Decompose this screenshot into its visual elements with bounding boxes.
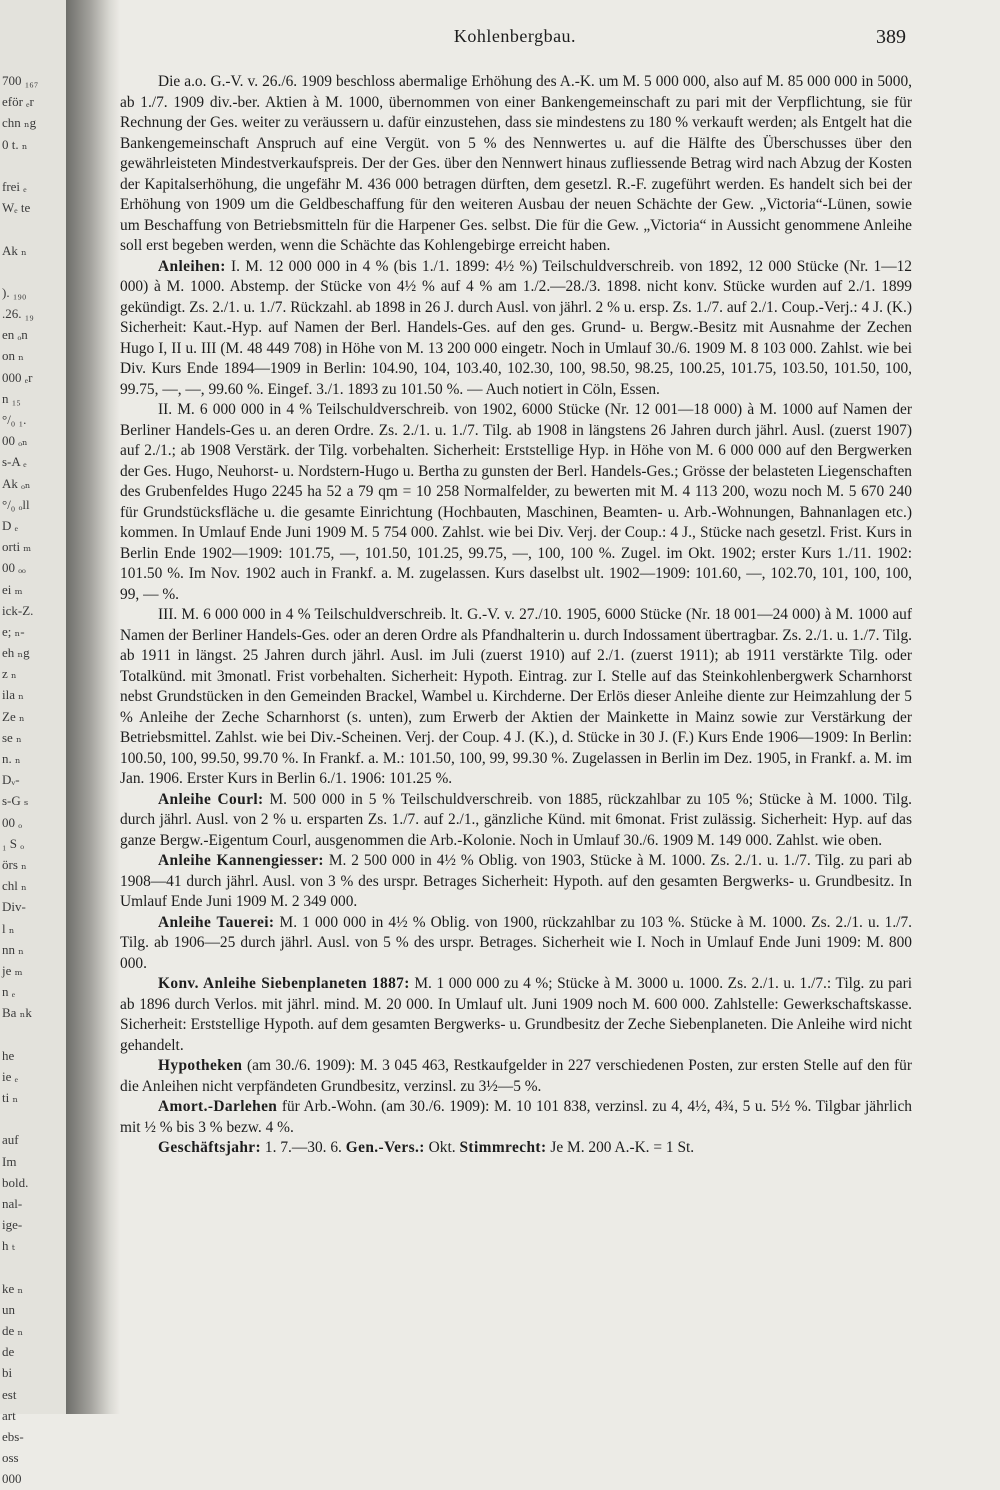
previous-page-fragment: art bbox=[2, 1407, 16, 1423]
paragraph bbox=[120, 257, 912, 401]
paragraph-text: II. M. 6 000 000 in 4 % Teilschuldverschreib. von 1902, 6000 Stücke (Nr. 12 001—18 000) à M. 1000 auf Namen der Berliner Handels-Ges u. an deren Ordre. Zs. 2./1. u. 1./7. Tilg. ab 1908 in längstens 26 Jahren durch jährl. Ausl. (zuerst 1907) auf 2./1.; ab 1908 Verstärk. der Tilg. vorbehalten. Sicherheit: Erststellige Hyp. in Höhe von M. 6 000 000 auf den Bergwerken der Ges. Hugo, Neuhorst- u. Nordstern-Hugo u. Bertha zu gunsten der Berl. Handels-Ges.; Grösse der belasteten Liegenschaften des Grubenfeldes Hugo 2245 ha 52 a 79 qm = 10 258 Normalfelder, zu bewerten mit M. 4 113 200, wozu noch M. 5 670 240 für Grundstücksfläche u. die gesamte Einrichtung (Hochbauten, Maschinen, Beamten- u. Arb.-Wohnungen, Bahnanlagen etc.) kommen. In Umlauf Ende Juni 1909 M. 5 754 000. Zahlst. wie bei Div. Verj. der Coup.: 4 J., Stücke nach gesetzl. Frist. Kurs in Berlin Ende 1902—1909: 101.75, —, 101.50, 101.25, 99.75, —, 100, 100 %. Zugel. im Okt. 1902; erster Kurs 1./11. 1902: 101.50 %. Im Nov. 1902 auch in Frankf. a. M. zugelassen. Kurs daselbst ult. 1902—1909: 101.60, —, 102.70, 101, 100, 100, 99, — %. bbox=[120, 401, 912, 603]
previous-page-fragment: ie ₑ bbox=[2, 1068, 18, 1084]
page-number: 389 bbox=[876, 26, 906, 48]
section-label: Amort.-Darlehen bbox=[158, 1098, 278, 1115]
previous-page-fragment: ti ₙ bbox=[2, 1090, 19, 1105]
previous-page-fragment: je ₘ bbox=[2, 962, 23, 978]
previous-page-fragment: de ₙ bbox=[2, 1323, 24, 1339]
previous-page-fragment: he bbox=[2, 1047, 15, 1063]
previous-page-top-margin bbox=[0, 0, 66, 70]
previous-page-fragment: ke ₙ bbox=[2, 1280, 24, 1296]
page-header bbox=[120, 26, 910, 56]
previous-page-fragment: s-A ₑ bbox=[2, 454, 27, 470]
footer-label-vote: Stimmrecht: bbox=[459, 1139, 547, 1156]
previous-page-fragment bbox=[0, 155, 66, 176]
previous-page-fragment: Im bbox=[2, 1153, 17, 1169]
previous-page-fragment: orti ₘ bbox=[2, 539, 32, 555]
previous-page-fragment: 700 ₁₆₇ bbox=[2, 73, 39, 88]
previous-page-fragment: n ₑ bbox=[2, 984, 16, 1000]
running-title: Kohlenbergbau. bbox=[453, 26, 577, 46]
previous-page-fragment bbox=[0, 1023, 66, 1044]
paragraph bbox=[120, 400, 912, 605]
previous-page-fragment: nn ₙ bbox=[2, 941, 24, 957]
paragraph bbox=[120, 913, 912, 975]
paragraph-text: für Arb.-Wohn. (am 30./6. 1909): M. 10 101 838, verzinsl. zu 4, 4½, 4¾, 5 u. 5½ %. Tilgbar jährlich mit ½ % bis 3 % bezw. 4 %. bbox=[120, 1098, 912, 1136]
previous-page-fragment: ige- bbox=[2, 1217, 23, 1233]
previous-page-fragment: Div- bbox=[2, 899, 26, 915]
previous-page-fragment: .26. ₁₉ bbox=[2, 306, 34, 322]
previous-page-fragment: Ze ₙ bbox=[2, 708, 25, 724]
previous-page-fragment: eh ₙg bbox=[2, 645, 30, 661]
page-gutter-shadow bbox=[66, 0, 120, 1414]
previous-page-fragment: 000 bbox=[2, 1471, 22, 1487]
previous-page-fragment: 00 ₒ bbox=[2, 814, 22, 830]
previous-page-fragment: örs ₙ bbox=[2, 856, 27, 872]
footer-label-year: Geschäftsjahr: bbox=[158, 1139, 262, 1156]
previous-page-fragment: bold. bbox=[2, 1174, 29, 1190]
previous-page-fragment: s-G ₛ bbox=[2, 793, 29, 809]
previous-page-fragment: ). ₁₉₀ bbox=[2, 284, 27, 300]
paragraph-text: III. M. 6 000 000 in 4 % Teilschuldverschreib. lt. G.-V. v. 27./10. 1905, 6000 Stücke (Nr. 18 001—24 000) à M. 1000 auf Namen der Berliner Handels-Ges. oder an deren Ordre als Pfandhalterin u. durch Indossament übertragbar. Zs. 2./1. u. 1./7. Tilg. ab 1911 in längst. 25 Jahren durch jährl. Ausl. im Juli (zuerst 1910) auf 2./1. (zuerst 1911); ab 1911 verstärkte Tilg. oder Totalkünd. mit 3monatl. Frist vorbehalten. Sicherheit: Hypoth. Eintrag. zur I. Stelle auf das Steinkohlenbergwerk Scharnhorst nebst Grundstücken in den Gemeinden Brackel, Wambel u. Kirchderne. Der Erlös dieser Anleihe diente zur Heimzahlung der 5 % Anleihe der Zeche Scharnhorst (s. unten), zum Erwerb der Aktien der Mainkette in Mainz sowie zur Verstärkung der Betriebsmittel. Zahlst. wie bei Div.-Scheinen. Verj. der Coup. 4 J. (K.), d. Stücke in 30 J. (F.) Kurs Ende 1906—1909: In Berlin: 100.50, 100, 99.50, 99.70 %. In Frankf. a. M.: 101.50, 100, 99, 99.30 %. Zugelassen in Berlin im Dez. 1905, in Frankf. a. M. im Jan. 1906. Erster Kurs in Berlin 6./1. 1906: 101.25 %. bbox=[120, 606, 912, 787]
paragraph-text: M. 1 000 000 zu 4 %; Stücke à M. 3000 u. 1000. Zs. 2./1. u. 1./7.: Tilg. zu pari ab 1896 durch Verlos. mit jährl. mind. M. 20 000. In Umlauf ult. Juni 1909 noch M. 600 000. Zahlstelle: Gewerkschaftskasse. Sicherheit: Erststellige Hypoth. auf dem gesamten Bergwerks- u. Grundbesitz der Zeche Siebenplaneten. Die Anleihe wird nicht gehandelt. bbox=[120, 975, 912, 1054]
previous-page-fragment: Ba ₙk bbox=[2, 1005, 32, 1021]
section-label: Anleihe Courl: bbox=[158, 790, 264, 808]
previous-page-margin bbox=[0, 0, 66, 1487]
previous-page-fragment: en ₒn bbox=[2, 327, 28, 343]
paragraph-text: M. 2 500 000 in 4½ % Oblig. von 1903, Stücke à M. 1000. Zs. 2./1. u. 1./7. Tilg. zu pari ab 1908—41 durch jährl. Ausl. von 3 % des urspr. Betrages Sicherheit: Hypoth. auf den gesamten Bergwerks- u. Grundbesitz. In Umlauf Ende Juni 1909 M. 2 349 000. bbox=[120, 852, 912, 910]
previous-page-fragment: °/₀ ₒll bbox=[2, 496, 30, 512]
previous-page-fragment: on ₙ bbox=[2, 348, 24, 364]
footer-label-gv: Gen.-Vers.: bbox=[345, 1139, 425, 1156]
section-label: Anleihen: bbox=[158, 257, 226, 275]
paragraph-text: I. M. 12 000 000 in 4 % (bis 1./1. 1899: 4½ %) Teilschuldverschreib. von 1892, 12 000 Stücke (Nr. 1—12 000) à M. 1000. Abstemp. der Stücke von 4½ % auf 4 % am 1./2.—28./3. 1898. nicht konv. Stücke wurden auf 2./1. 1899 gekündigt. Zs. 2./1. u. 1./7. Rückzahl. ab 1898 in 26 J. durch Ausl. von jährl. 2 % u. ersp. Zs. 1./7. auf 2./1. Coup.-Verj.: 4 J. (K.) Sicherheit: Kaut.-Hyp. auf Namen der Berl. Handels-Ges. auf den ges. Grund- u. Bergw.-Besitz mit Ausnahme der Zechen Hugo I, II u. III (M. 48 449 708) in Höhe von M. 13 200 000 eingetr. Noch in Umlauf 30./6. 1909 M. 8 103 000. Zahlst. wie bei Div. Kurs Ende 1894—1909 in Berlin: 104.90, 104, 103.40, 102.30, 100, 98.50, 98.25, 100.25, 101.75, 103.50, 101.50, 100, 99.75, —, —, 99.60 %. Eingef. 3./1. 1893 zu 101.50 %. — Auch notiert in Cöln, Essen. bbox=[120, 257, 912, 398]
previous-page-fragment: bi bbox=[2, 1365, 13, 1381]
previous-page-fragment: est bbox=[2, 1386, 17, 1402]
previous-page-fragment: chl ₙ bbox=[2, 878, 27, 894]
previous-page-fragment bbox=[0, 1257, 66, 1278]
previous-page-fragment: h ₜ bbox=[2, 1238, 15, 1254]
paragraph bbox=[120, 1097, 912, 1138]
previous-page-fragment: Dᵥ- bbox=[2, 772, 20, 788]
previous-page-fragment: oss bbox=[2, 1450, 19, 1466]
previous-page-fragment: un bbox=[2, 1301, 15, 1317]
previous-page-fragment: se ₙ bbox=[2, 729, 22, 745]
paragraph bbox=[120, 605, 912, 790]
previous-page-fragment bbox=[0, 261, 66, 282]
previous-page-fragment: D ₑ bbox=[2, 517, 18, 533]
previous-page-fragment: nal- bbox=[2, 1195, 23, 1211]
previous-page-fragment: n. ₙ bbox=[2, 751, 21, 766]
paragraph bbox=[120, 72, 912, 257]
previous-page-fragment: chn ₙg bbox=[2, 115, 37, 131]
paragraph bbox=[120, 790, 912, 852]
previous-page-fragment: Ak ₒₙ bbox=[2, 475, 31, 491]
previous-page-fragment: ei ₘ bbox=[2, 581, 23, 597]
previous-page-fragment bbox=[0, 1108, 66, 1129]
section-label: Konv. Anleihe Siebenplaneten 1887: bbox=[158, 975, 410, 992]
section-label: Anleihe Tauerei: bbox=[158, 913, 275, 931]
previous-page-fragment: Ak ₙ bbox=[2, 242, 27, 258]
section-label: Hypotheken bbox=[158, 1057, 243, 1074]
paragraph-text: M. 500 000 in 5 % Teilschuldverschreib. von 1885, rückzahlbar zu 105 %; Stücke à M. 1000. Tilg. durch jährl. Ausl. von 2 % u. ersparten Zs. 1./7. auf 2./1., gänzliche Künd. mit 6monat. Frist zulässig. Sicherheit: Hyp. auf das ganze Bergw.-Eigentum Courl, ausgenommen die Arb.-Kolonie. Noch in Umlauf 30./6. 1909 M. 149 000. Zahlst. wie oben. bbox=[120, 790, 912, 849]
previous-page-fragment: 00 ₒₙ bbox=[2, 433, 28, 449]
previous-page-fragment: z ₙ bbox=[2, 666, 17, 682]
previous-page-fragment: auf bbox=[2, 1132, 19, 1148]
previous-page-fragment: frei ₑ bbox=[2, 178, 27, 194]
paragraph bbox=[120, 974, 912, 1056]
previous-page-fragment: Wₑ te bbox=[2, 200, 31, 216]
footer-year-value: 1. 7.—30. 6. bbox=[264, 1139, 342, 1156]
previous-page-fragment: n ₁₅ bbox=[2, 390, 21, 406]
previous-page-fragment: 0 t. ₙ bbox=[2, 136, 28, 152]
paragraph-text: M. 1 000 000 in 4½ % Oblig. von 1900, rückzahlbar zu 103 %. Stücke à M. 1000. Zs. 2./1. u. 1./7. Tilg. ab 1906—25 durch jährl. Ausl. von 5 % des urspr. Betrages. Sicherheit wie I. Noch in Umlauf Ende Juni 1909: M. 800 000. bbox=[120, 913, 912, 972]
previous-page-fragment: 000 ₑr bbox=[2, 369, 33, 385]
previous-page-fragment: °/₀ ₁. bbox=[2, 412, 27, 427]
footer-line bbox=[120, 1138, 912, 1159]
previous-page-fragment: ₁ S ₒ bbox=[2, 835, 25, 851]
previous-page-fragment: 00 ₒₒ bbox=[2, 560, 26, 576]
body-text bbox=[120, 72, 912, 1159]
previous-page-fragment bbox=[0, 218, 66, 239]
section-label: Anleihe Kannengiesser: bbox=[158, 852, 324, 869]
previous-page-fragment: ick-Z. bbox=[2, 602, 34, 618]
previous-page-fragment: ila ₙ bbox=[2, 687, 24, 703]
paragraph bbox=[120, 1056, 912, 1097]
paragraph bbox=[120, 851, 912, 913]
previous-page-fragment: ebs- bbox=[2, 1429, 24, 1444]
previous-page-fragment: eför ₑr bbox=[2, 94, 34, 110]
previous-page-fragment: e; ₙ- bbox=[2, 623, 25, 639]
footer-vote-value: Je M. 200 A.-K. = 1 St. bbox=[550, 1139, 695, 1156]
footer-gv-value: Okt. bbox=[428, 1139, 456, 1156]
paragraph-text: Die a.o. G.-V. v. 26./6. 1909 beschloss abermalige Erhöhung des A.-K. um M. 5 000 000, also auf M. 85 000 000 in 5000, ab 1./7. 1909 div.-ber. Aktien à M. 1000, übernommen von einer Bankengemeinschaft zu pari mit der Verpflichtung, sie für Rechnung der Ges. weiter zu veräussern u. dafür einzustehen, dass sie mindestens zu 180 % verkauft werden; als Entgelt hat die Bankengemeinschaft Anspruch auf eine Vergüt. von 5 % des Nennwertes u. auf die Hälfte des Überschusses über den gewährleisteten Mindestverkaufspreis. Der der Ges. über den Nennwert hinaus zufliessende Betrag wird nach Abzug der Kosten der Kapitalserhöhung, die ungefähr M. 436 000 betragen dürften, dem gesetzl. R.-F. zugeführt werden. Es handelt sich bei der Erhöhung von 1909 um die Geldbeschaffung für den weiteren Ausbau der neuen Schächte der Gew. „Victoria“-Lünen, sowie um Beschaffung von Betriebsmitteln für die Harpener Ges. selbst. Die für die Gew. „Victoria“ in Aussicht genommene Anleihe soll erst begeben werden, wenn die Schächte das Kohlengebirge erreicht haben. bbox=[120, 73, 912, 254]
paragraph-text: (am 30./6. 1909): M. 3 045 463, Restkaufgelder in 227 verschiedenen Posten, zur ersten Stelle auf den für die Anleihen nicht verpfändeten Grundbesitz, verzinsl. zu 3½—5 %. bbox=[120, 1057, 912, 1095]
previous-page-fragment: de bbox=[2, 1344, 15, 1360]
previous-page-fragment: l ₙ bbox=[2, 920, 15, 936]
